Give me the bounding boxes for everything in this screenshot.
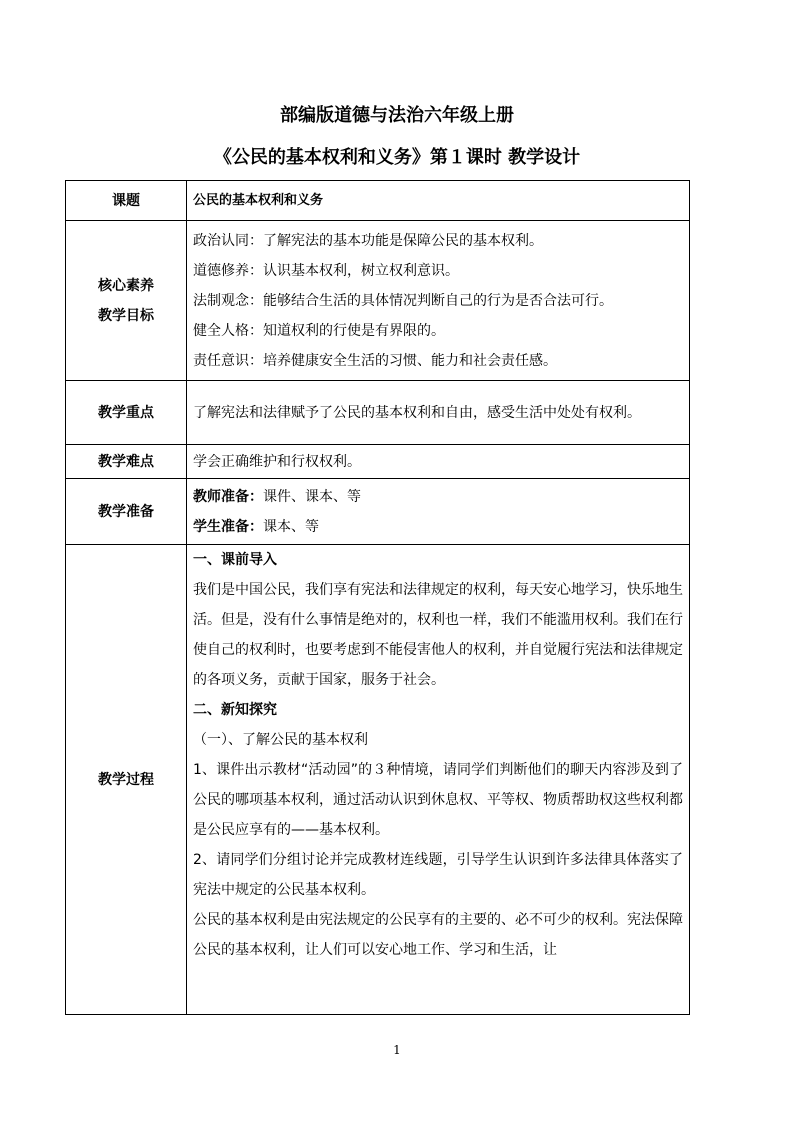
row-goals	[66, 221, 690, 381]
key-points-value: 了解宪法和法律赋予了公民的基本权利和自由，感受生活中处处有权利。	[187, 381, 690, 445]
goals-label-line2: 教学目标	[98, 307, 154, 324]
teacher-preparation-value: 课件、课本、等	[263, 488, 361, 505]
goal-item: 道德修养：认识基本权利，树立权利意识。	[193, 262, 459, 279]
goals-list	[187, 221, 690, 381]
goal-item: 政治认同：了解宪法的基本功能是保障公民的基本权利。	[193, 232, 543, 249]
page-number: 1	[393, 1043, 401, 1057]
process-label: 教学过程	[66, 545, 187, 1015]
goals-label-line1: 核心素养	[98, 277, 154, 294]
teacher-preparation	[193, 482, 683, 512]
activity-item-2: 2、请同学们分组讨论并完成教材连线题，引导学生认识到许多法律具体落实了宪法中规定的公民基本权利。	[193, 852, 683, 898]
difficulties-value: 学会正确维护和行权权利。	[187, 445, 690, 479]
teacher-preparation-label: 教师准备：	[193, 488, 263, 505]
preparation-label: 教学准备	[66, 479, 187, 545]
rights-paragraph: 公民的基本权利是由宪法规定的公民享有的主要的、必不可少的权利。宪法保障公民的基本权利，让人们可以安心地工作、学习和生活，让	[193, 912, 683, 958]
goal-item: 责任意识：培养健康安全生活的习惯、能力和社会责任感。	[193, 352, 557, 369]
activity-item-1: 1、课件出示教材“活动园”的３种情境，请同学们判断他们的聊天内容涉及到了公民的哪项基本权利，通过活动认识到休息权、平等权、物质帮助权这些权利都是公民应享有的——基本权利。	[193, 762, 683, 838]
row-key-points	[66, 381, 690, 445]
goal-item: 健全人格：知道权利的行使是有界限的。	[193, 322, 445, 339]
section-heading-intro: 一、课前导入	[193, 552, 277, 568]
topic-label: 课题	[66, 181, 187, 221]
student-preparation-label: 学生准备：	[193, 518, 263, 535]
document-title: 部编版道德与法治六年级上册	[280, 105, 514, 126]
preparation-value	[187, 479, 690, 545]
goal-item: 法制观念：能够结合生活的具体情况判断自己的行为是否合法可行。	[193, 292, 613, 309]
topic-value: 公民的基本权利和义务	[187, 181, 690, 221]
row-difficulties	[66, 445, 690, 479]
row-topic	[66, 181, 690, 221]
section-heading-explore: 二、新知探究	[193, 702, 277, 718]
goals-label	[66, 221, 187, 381]
row-process	[66, 545, 690, 1015]
document-subtitle: 《公民的基本权利和义务》第１课时 教学设计	[213, 147, 581, 168]
difficulties-label: 教学难点	[66, 445, 187, 479]
subsection-heading: （一）、了解公民的基本权利	[193, 732, 368, 748]
process-content	[187, 545, 690, 1015]
student-preparation-value: 课本、等	[263, 518, 319, 535]
lesson-plan-table	[65, 180, 690, 1015]
key-points-label: 教学重点	[66, 381, 187, 445]
section-intro-text: 我们是中国公民，我们享有宪法和法律规定的权利，每天安心地学习，快乐地生活。但是，没有什么事情是绝对的，权利也一样，我们不能滥用权利。我们在行使自己的权利时，也要考虑到不能侵害他人的权利，并自觉履行宪法和法律规定的各项义务，贡献于国家，服务于社会。	[193, 582, 683, 688]
row-preparation	[66, 479, 690, 545]
student-preparation	[193, 512, 683, 542]
